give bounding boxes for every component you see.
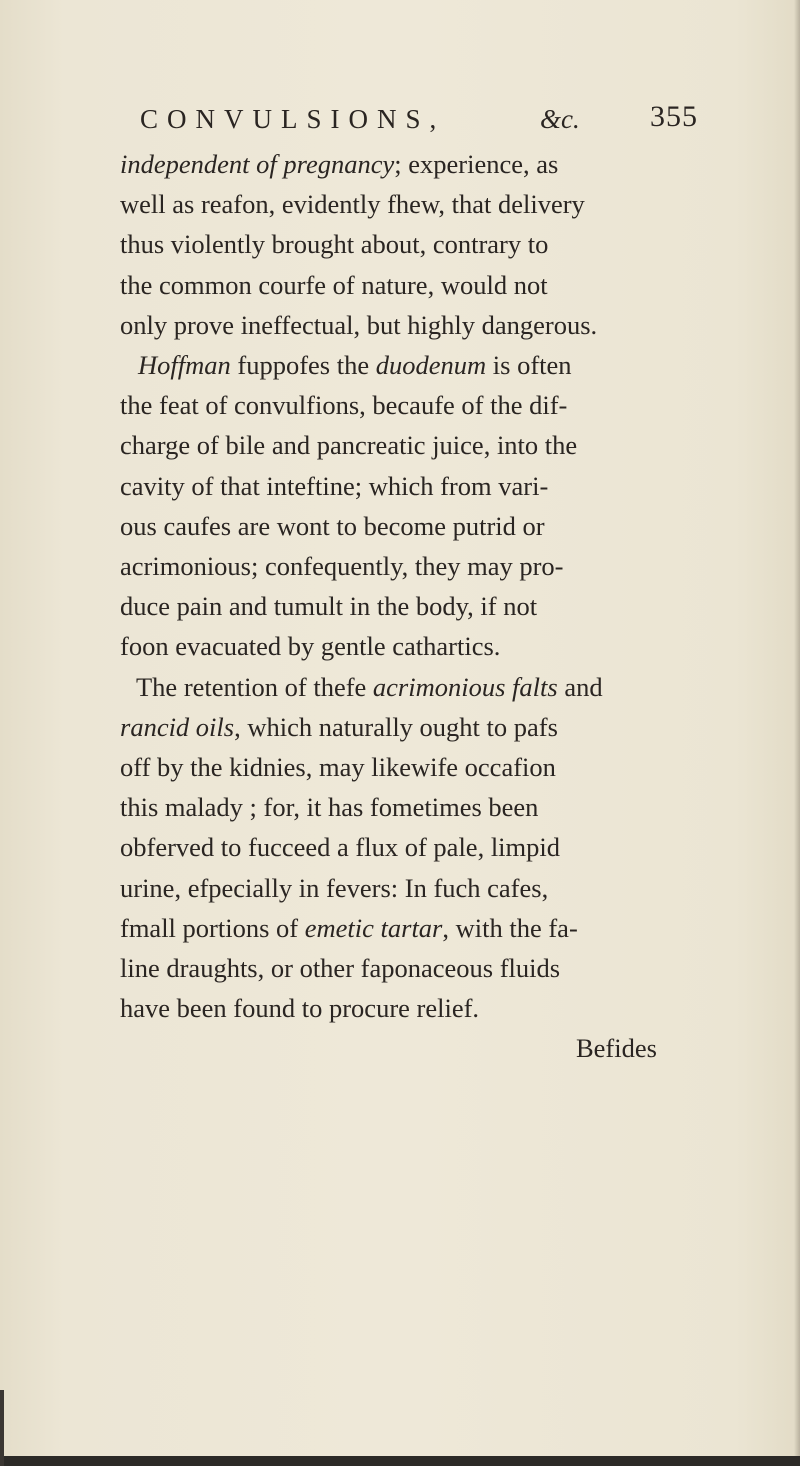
text-line <box>120 707 558 747</box>
text-segment: off by the kidnies, may likewife occafion <box>120 752 556 782</box>
text-line <box>120 827 560 867</box>
italic-text: rancid oils <box>120 711 235 742</box>
text-segment: , which naturally ought to pafs <box>234 711 558 742</box>
text-line <box>120 506 545 546</box>
running-title: CONVULSIONS, <box>140 104 446 134</box>
text-line <box>120 988 479 1028</box>
text-line <box>120 787 538 827</box>
text-segment: The retention of thefe <box>136 671 373 702</box>
text-line <box>120 626 500 666</box>
text-segment: have been found to procure relief. <box>120 993 480 1024</box>
text-segment: obferved to fucceed a flux of pale, limpid <box>120 832 561 863</box>
text-line <box>120 144 558 184</box>
text-line <box>120 305 597 345</box>
text-segment: the feat of convulfions, becaufe of the dif- <box>120 390 568 421</box>
page-edge-shadow <box>794 0 800 1466</box>
italic-text: independent of pregnancy <box>120 149 395 179</box>
text-segment: foon evacuated by gentle cathartics. <box>120 631 501 662</box>
text-segment: is often <box>486 350 572 380</box>
running-title-etc: &c. <box>540 104 580 134</box>
page-corner-edge <box>0 1390 4 1466</box>
text-segment: urine, efpecially in fevers: In fuch cafes, <box>120 872 549 903</box>
text-segment: duce pain and tumult in the body, if not <box>120 591 538 622</box>
text-segment: thus violently brought about, contrary to <box>120 229 549 260</box>
text-line <box>138 345 572 385</box>
text-segment: this malady ; for, it has fometimes been <box>120 792 539 823</box>
text-segment: ous caufes are wont to become putrid or <box>120 510 545 541</box>
text-line <box>120 425 577 465</box>
italic-text: emetic tartar <box>304 912 443 943</box>
page-number: 355 <box>650 100 698 133</box>
italic-text: acrimonious falts <box>372 671 558 702</box>
text-segment: the common courfe of nature, would not <box>120 269 548 300</box>
text-segment: fuppofes the <box>230 350 376 380</box>
text-segment: , with the fa- <box>442 912 578 943</box>
text-segment: only prove ineffectual, but highly dangerous. <box>120 309 598 340</box>
text-segment: cavity of that inteftine; which from vari- <box>120 470 549 501</box>
text-line <box>120 385 567 425</box>
text-line <box>120 948 560 988</box>
text-line <box>120 265 548 305</box>
text-line <box>120 466 548 506</box>
text-segment: fmall portions of <box>120 912 305 943</box>
text-segment: line draughts, or other faponaceous fluids <box>120 953 561 983</box>
text-line <box>120 747 556 787</box>
running-header <box>120 96 760 146</box>
italic-text: Hoffman <box>138 350 231 380</box>
text-line <box>120 184 585 224</box>
catchword: Befides <box>576 1033 657 1064</box>
page-bottom-edge <box>0 1456 800 1466</box>
text-segment: charge of bile and pancreatic juice, into the <box>120 430 578 461</box>
text-segment: acrimonious; confequently, they may pro- <box>120 551 564 581</box>
italic-text: duodenum <box>375 350 487 380</box>
text-segment: ; experience, as <box>394 149 559 179</box>
text-line <box>120 868 548 908</box>
text-segment: and <box>557 671 603 702</box>
text-line <box>136 667 603 707</box>
text-line <box>120 586 537 626</box>
text-line <box>120 224 548 264</box>
text-segment: well as reafon, evidently fhew, that delivery <box>120 189 585 220</box>
text-line <box>120 546 564 586</box>
text-line <box>120 908 578 948</box>
